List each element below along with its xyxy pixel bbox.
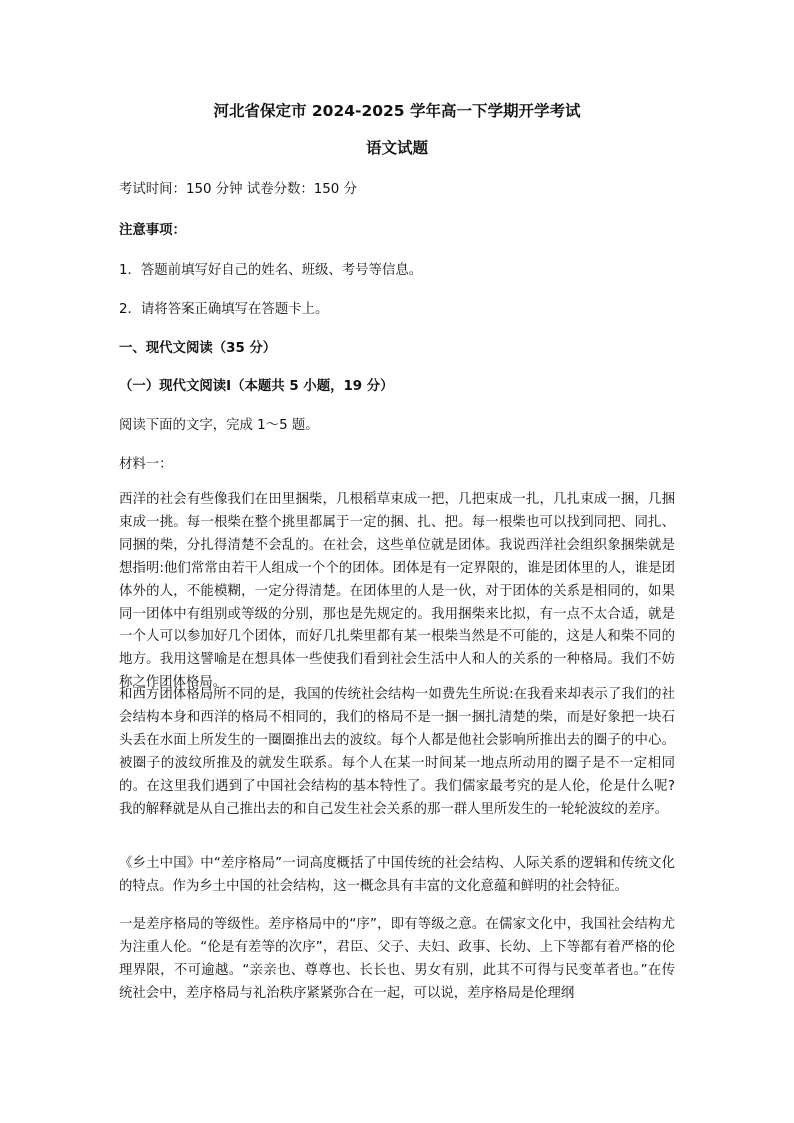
material-label: 材料一：: [119, 457, 173, 472]
paragraph-2: 和西方团体格局所不同的是，我国的传统社会结构一如费先生所说:在我看来却表示了我们的社会结构本身和西洋的格局不相同的，我们的格局不是一捆一捆扎清楚的柴，而是好象把一块石头丢在水面上所发生的一圈圈推出去的波纹。每个人都是他社会影响所推出去的圈子的中心。被圈子的波纹所推及的就发生联系。每个人在某一时间某一地点所动用的圈子是不一定相同的。在这里我们遇到了中国社会结构的基本特性了。我们儒家最考究的是人伦，伦是什么呢?我的解释就是从自己推出去的和自己发生社会关系的那一群人里所发生的一轮轮波纹的差序。: [119, 687, 675, 817]
document-title: 河北省保定市 2024-2025 学年高一下学期开学考试: [213, 102, 581, 120]
paragraph-1: 西洋的社会有些像我们在田里捆柴，几根稻草束成一把，几把束成一扎，几扎束成一捆，几捆束成一挑。每一根柴在整个挑里都属于一定的捆、扎、把。每一根柴也可以找到同把、同扎、同捆的柴，分扎得清楚不会乱的。在社会，这些单位就是团体。我说西洋社会组织象捆柴就是想指明:他们常常由若干人组成一个个的团体。团体是有一定界限的，谁是团体里的人，谁是团体外的人，不能模糊，一定分得清楚。在团体里的人是一伙，对于团体的关系是相同的，如果同一团体中有组别或等级的分别，那也是先规定的。我用捆柴来比拟，有一点不太合适，就是一个人可以参加好几个团体，而好几扎柴里都有某一根柴当然是不可能的，这是人和柴不同的地方。我用这譬喻是在想具体一些使我们看到社会生活中人和人的关系的一种格局。我们不妨称之作团体格局。: [119, 492, 675, 691]
notes-item-1: 1．答题前填写好自己的姓名、班级、考号等信息。: [119, 263, 423, 278]
document-subtitle: 语文试题: [365, 139, 428, 157]
exam-info: 考试时间：150 分钟 试卷分数：150 分: [119, 182, 357, 197]
section-sub-heading: （一）现代文阅读Ⅰ（本题共 5 小题，19 分）: [119, 379, 394, 394]
paragraph-4: 一是差序格局的等级性。差序格局中的“序”，即有等级之意。在儒家文化中，我国社会结构尤为注重人伦。“伦是有差等的次序”，君臣、父子、夫妇、政事、长幼、上下等都有着严格的伦理界限，不可逾越。“亲亲也、尊尊也、长长也、男女有别，此其不可得与民变革者也。”在传统社会中，差序格局与礼治秩序紧紧弥合在一起，可以说，差序格局是伦理纲: [119, 917, 675, 1001]
reading-instruction: 阅读下面的文字，完成 1～5 题。: [119, 418, 319, 433]
section-heading: 一、现代文阅读（35 分）: [119, 341, 277, 356]
paragraph-3: 《乡土中国》中“差序格局”一词高度概括了中国传统的社会结构、人际关系的逻辑和传统文化的特点。作为乡土中国的社会结构，这一概念具有丰富的文化意蕴和鲜明的社会特征。: [119, 856, 675, 894]
notes-item-2: 2．请将答案正确填写在答题卡上。: [119, 302, 329, 317]
notes-heading: 注意事项：: [119, 223, 186, 238]
